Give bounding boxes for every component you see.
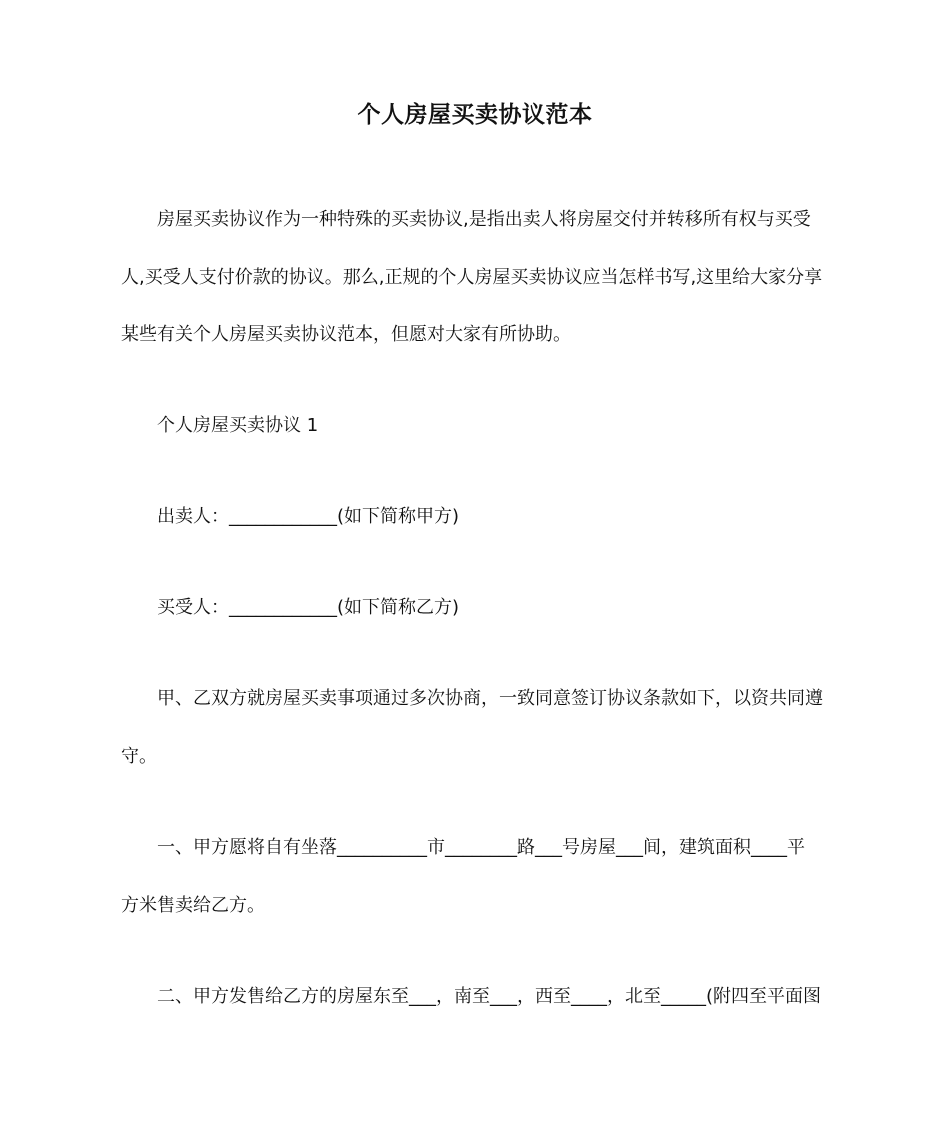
seller-line: 出卖人：____________(如下简称甲方) — [157, 506, 460, 527]
preamble-line-2: 守。 — [121, 746, 157, 767]
preamble-line-1: 甲、乙双方就房屋买卖事项通过多次协商，一致同意签订协议条款如下，以资共同遵 — [157, 688, 823, 709]
clause-2-line-1: 二、甲方发售给乙方的房屋东至___，南至___，西至____，北至_____(附四至平面图 — [157, 986, 822, 1007]
intro-line-2: 人,买受人支付价款的协议。那么,正规的个人房屋买卖协议应当怎样书写,这里给大家分享 — [121, 267, 823, 288]
intro-line-1: 房屋买卖协议作为一种特殊的买卖协议,是指出卖人将房屋交付并转移所有权与买受 — [157, 209, 811, 230]
document-title: 个人房屋买卖协议范本 — [357, 102, 593, 128]
intro-line-3: 某些有关个人房屋买卖协议范本，但愿对大家有所协助。 — [121, 324, 571, 345]
clause-1-line-2: 方米售卖给乙方。 — [121, 895, 265, 916]
clause-1-line-1: 一、甲方愿将自有坐落__________市________路___号房屋___间，建筑面积____平 — [157, 837, 805, 858]
buyer-line: 买受人：____________(如下简称乙方) — [157, 597, 460, 618]
section-heading: 个人房屋买卖协议 1 — [157, 415, 319, 436]
